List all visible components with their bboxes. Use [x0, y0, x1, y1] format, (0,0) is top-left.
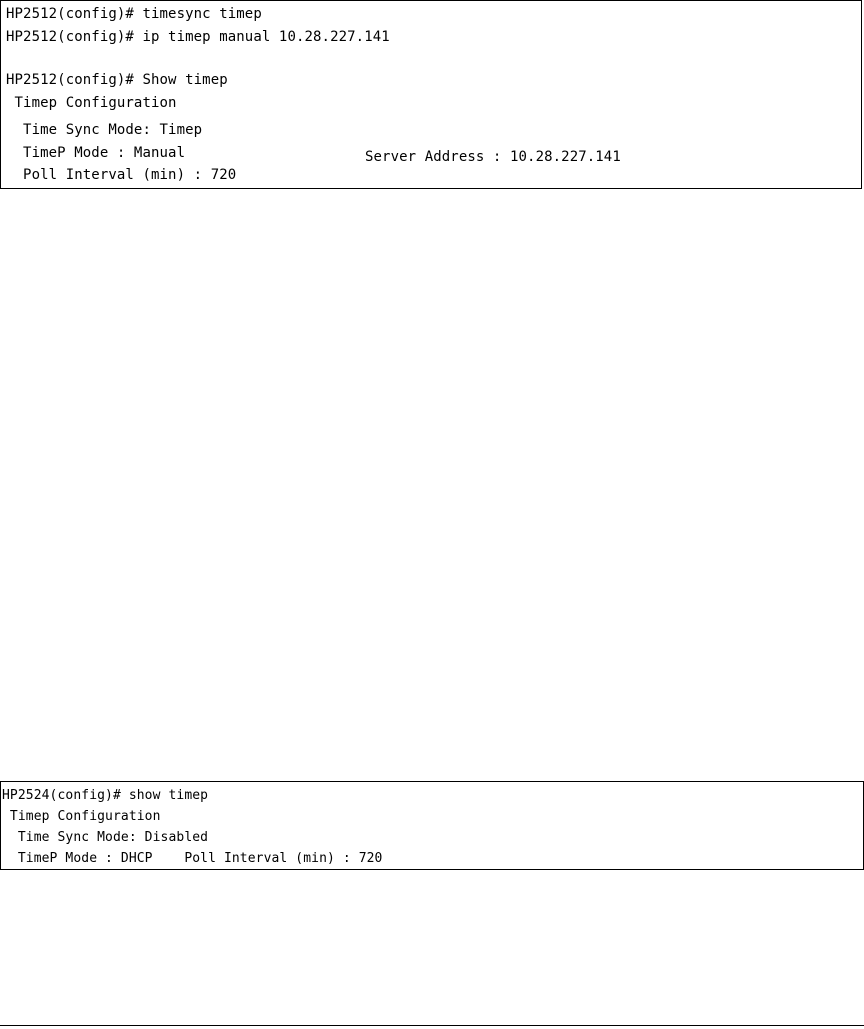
page-divider	[0, 1025, 864, 1026]
terminal-output-top	[0, 0, 862, 189]
server-address-line: Server Address : 10.28.227.141	[365, 149, 621, 165]
terminal-line: Time Sync Mode: Disabled	[2, 830, 209, 845]
terminal-line: Timep Configuration	[6, 95, 177, 111]
terminal-output-bottom	[0, 781, 864, 870]
terminal-line: Timep Configuration	[2, 809, 161, 824]
terminal-line: TimeP Mode : DHCP Poll Interval (min) : 720	[2, 851, 383, 866]
terminal-line: HP2524(config)# show timep	[2, 788, 209, 803]
terminal-line: HP2512(config)# Show timep	[6, 72, 228, 88]
terminal-line: Time Sync Mode: Timep	[6, 122, 203, 138]
terminal-line: Poll Interval (min) : 720	[6, 167, 237, 183]
terminal-line: HP2512(config)# ip timep manual 10.28.227.141	[6, 29, 390, 45]
terminal-line: TimeP Mode : Manual	[6, 145, 186, 161]
terminal-line: HP2512(config)# timesync timep	[6, 6, 262, 22]
